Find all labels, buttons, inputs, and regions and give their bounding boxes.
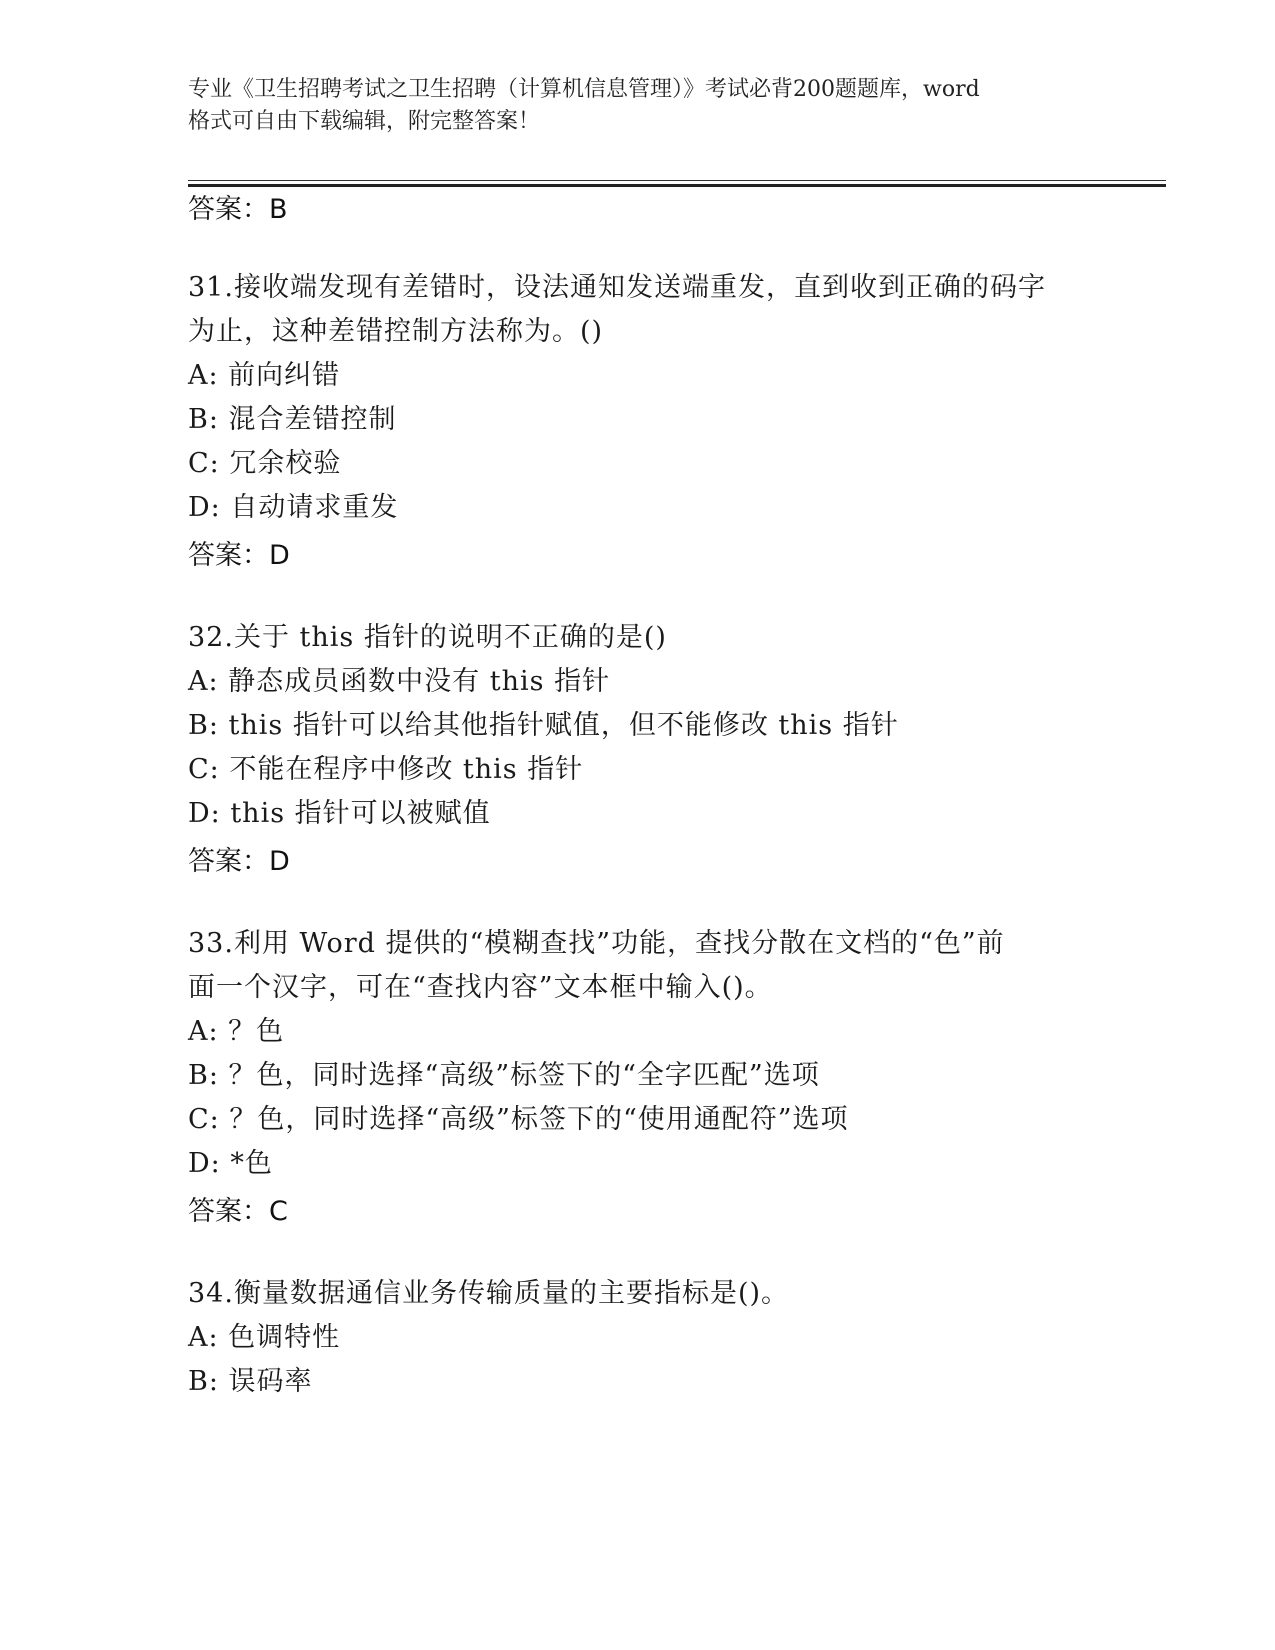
answer-prev: 答案：B: [188, 194, 288, 225]
question-31-option-d: D: 自动请求重发: [188, 492, 399, 523]
question-33-option-d: D: *色: [188, 1148, 273, 1179]
question-33-option-a: A: ？色: [188, 1016, 285, 1047]
question-34-option-b: B: 误码率: [188, 1366, 313, 1397]
question-31-option-a: A: 前向纠错: [188, 360, 341, 391]
header-divider-thin: [188, 180, 1166, 181]
question-34-option-a: A: 色调特性: [188, 1322, 341, 1353]
question-32-option-a: A: 静态成员函数中没有 this 指针: [188, 666, 611, 697]
question-31-answer: 答案：D: [188, 540, 290, 571]
question-33-line-1: 33.利用 Word 提供的“模糊查找”功能，查找分散在文档的“色”前: [188, 928, 1005, 959]
question-33-option-c: C: ？色，同时选择“高级”标签下的“使用通配符”选项: [188, 1104, 849, 1135]
question-33-line-2: 面一个汉字，可在“查找内容”文本框中输入()。: [188, 972, 773, 1003]
question-33-answer: 答案：C: [188, 1196, 288, 1227]
header-line-1: 专业《卫生招聘考试之卫生招聘（计算机信息管理）》考试必背200题题库，word: [188, 77, 980, 102]
question-32-answer: 答案：D: [188, 846, 290, 877]
question-32-line-1: 32.关于 this 指针的说明不正确的是(): [188, 622, 667, 653]
question-31-option-b: B: 混合差错控制: [188, 404, 397, 435]
question-31-option-c: C: 冗余校验: [188, 448, 342, 479]
question-32-option-b: B: this 指针可以给其他指针赋值，但不能修改 this 指针: [188, 710, 899, 741]
question-32-option-d: D: this 指针可以被赋值: [188, 798, 491, 829]
question-31-line-1: 31.接收端发现有差错时，设法通知发送端重发，直到收到正确的码字: [188, 272, 1046, 303]
question-31-line-2: 为止，这种差错控制方法称为。(): [188, 316, 604, 347]
question-33-option-b: B: ？色，同时选择“高级”标签下的“全字匹配”选项: [188, 1060, 820, 1091]
header-line-2: 格式可自由下载编辑，附完整答案！: [188, 109, 541, 134]
document-header: [188, 74, 1118, 138]
question-34-line-1: 34.衡量数据通信业务传输质量的主要指标是()。: [188, 1278, 790, 1309]
question-32-option-c: C: 不能在程序中修改 this 指针: [188, 754, 584, 785]
header-divider-thick: [188, 184, 1166, 187]
